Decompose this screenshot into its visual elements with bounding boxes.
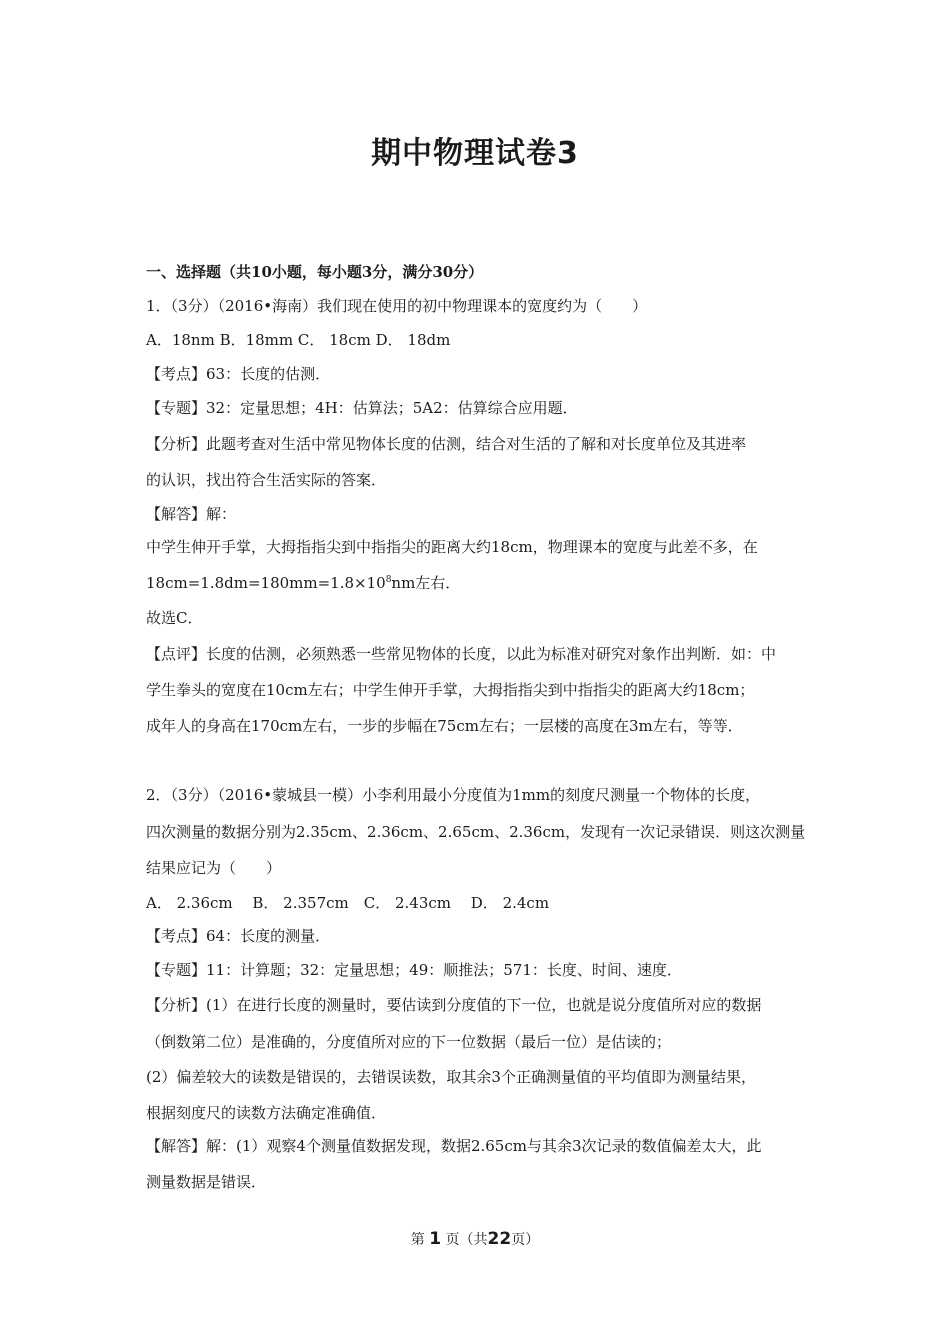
question-1-analysis-line-2: 的认识，找出符合生活实际的答案． — [146, 471, 387, 489]
footer-prefix: 第 — [410, 1232, 425, 1248]
question-2-analysis-line-2: （倒数第二位）是准确的，分度值所对应的下一位数据（最后一位）是估读的； — [146, 1033, 672, 1051]
question-2-options: A． 2.36cm B． 2.357cm C． 2.43cm D． 2.4cm — [146, 894, 550, 912]
answer-formula-unit: nm左右． — [391, 574, 461, 592]
footer-middle: 页（共 — [445, 1232, 488, 1248]
total-page-count: 22 — [487, 1229, 512, 1249]
footer-suffix: 页） — [511, 1232, 540, 1248]
section-heading: 一、选择题（共10小题，每小题3分，满分30分） — [146, 263, 484, 281]
question-1-analysis-line-1: 【分析】此题考查对生活中常见物体长度的估测，结合对生活的了解和对长度单位及其进率 — [146, 435, 747, 453]
question-1-answer-line-1: 中学生伸开手掌，大拇指指尖到中指指尖的距离大约18cm，物理课本的宽度与此差不多，在 — [146, 538, 758, 556]
question-1-comment-line-3: 成年人的身高在170cm左右，一步的步幅在75cm左右；一层楼的高度在3m左右，等等． — [146, 717, 743, 735]
question-1-stem: 1．（3分）（2016•海南）我们现在使用的初中物理课本的宽度约为（ ） — [146, 297, 648, 315]
question-1-answer-label: 【解答】解： — [146, 505, 237, 523]
question-1-kaodian: 【考点】63：长度的估测． — [146, 365, 331, 383]
question-1-answer-choice: 故选C． — [146, 609, 203, 627]
question-2-stem-line-1: 2．（3分）（2016•蒙城县一模）小李利用最小分度值为1mm的刻度尺测量一个物体的长度， — [146, 786, 761, 804]
question-2-analysis-line-1: 【分析】(1）在进行长度的测量时，要估读到分度值的下一位，也就是说分度值所对应的数据 — [146, 996, 762, 1014]
answer-exponent: 8 — [385, 575, 392, 585]
question-1-zhuanti: 【专题】32：定量思想；4H：估算法；5A2：估算综合应用题． — [146, 399, 578, 417]
question-2-zhuanti: 【专题】11：计算题；32：定量思想；49：顺推法；571：长度、时间、速度． — [146, 961, 682, 979]
question-1-comment-line-2: 学生拳头的宽度在10cm左右；中学生伸开手掌，大拇指指尖到中指指尖的距离大约18cm； — [146, 681, 755, 699]
question-2-stem-line-2: 四次测量的数据分别为2.35cm、2.36cm、2.65cm、2.36cm，发现有一次记录错误．则这次测量 — [146, 823, 806, 841]
page-title: 期中物理试卷3 — [371, 136, 579, 171]
question-2-analysis-line-3: (2）偏差较大的读数是错误的，去错误读数，取其余3个正确测量值的平均值即为测量结果， — [146, 1068, 756, 1086]
question-1-comment-line-1: 【点评】长度的估测，必须熟悉一些常见物体的长度，以此为标准对研究对象作出判断．如：中 — [146, 645, 777, 663]
question-1-options: A．18nm B．18mm C． 18cm D． 18dm — [146, 331, 451, 349]
question-2-answer-line-2: 测量数据是错误． — [146, 1173, 267, 1191]
current-page-number: 1 — [429, 1229, 442, 1249]
page-footer — [0, 1229, 950, 1249]
question-2-kaodian: 【考点】64：长度的测量． — [146, 927, 331, 945]
question-2-stem-line-3: 结果应记为（ ） — [146, 859, 282, 877]
question-2-analysis-line-4: 根据刻度尺的读数方法确定准确值． — [146, 1104, 387, 1122]
question-2-answer-line-1: 【解答】解：(1）观察4个测量值数据发现，数据2.65cm与其余3次记录的数值偏差太大，此 — [146, 1137, 762, 1155]
answer-formula: 18cm=1.8dm=180mm=1.8×10 — [146, 574, 386, 592]
question-1-answer-line-2 — [146, 573, 460, 593]
